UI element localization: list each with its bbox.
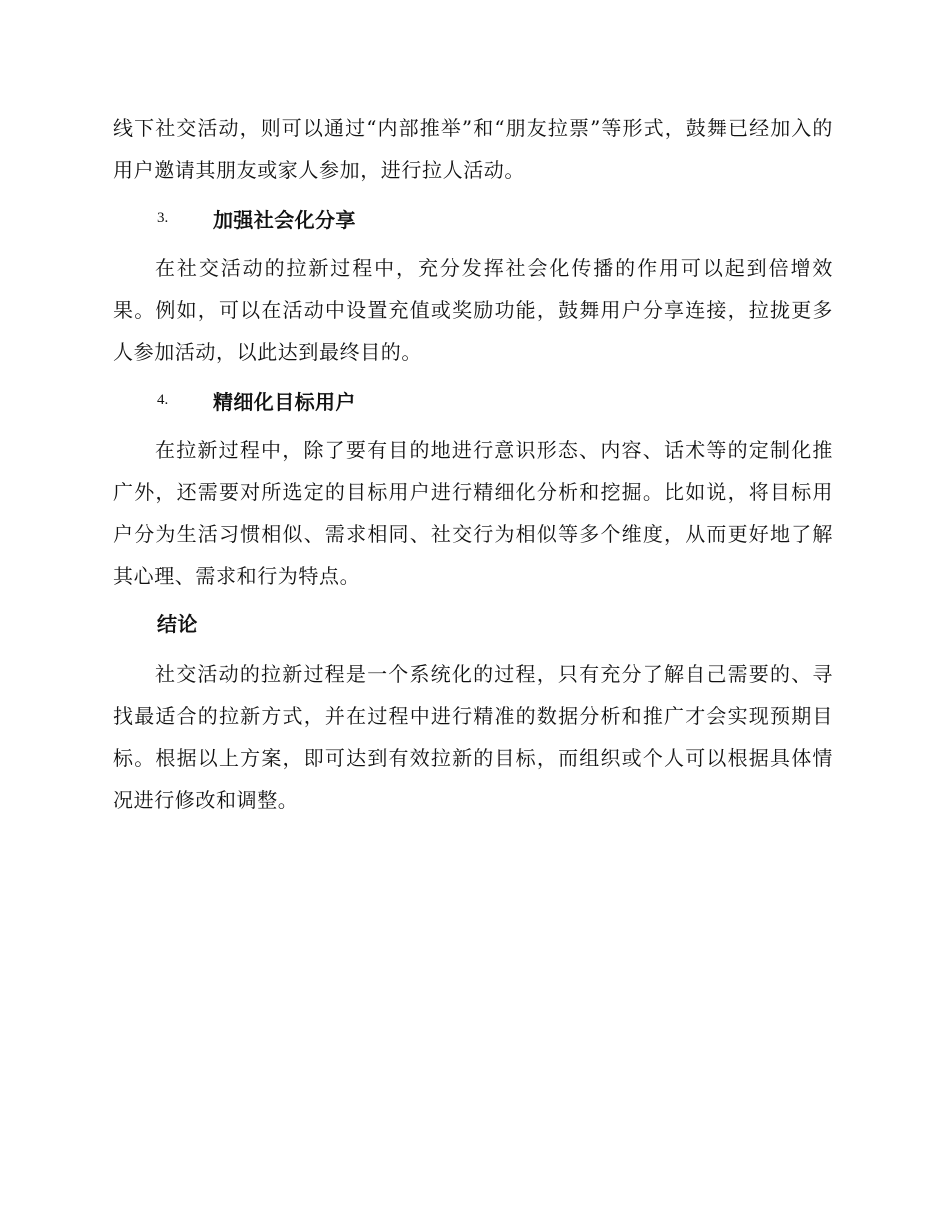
intro-paragraph: 线下社交活动，则可以通过“内部推举”和“朋友拉票”等形式，鼓舞已经加入的用户邀请其朋友或家人参加，进行拉人活动。: [113, 116, 833, 182]
item-heading-text: 精细化目标用户: [213, 389, 356, 414]
document-page: [113, 107, 833, 821]
item-number: 3.: [157, 209, 169, 226]
item-heading-text: 加强社会化分享: [213, 207, 356, 232]
conclusion-title: 结论: [157, 612, 198, 636]
item-body-3: 在社交活动的拉新过程中，充分发挥社会化传播的作用可以起到倍增效果。例如，可以在活动中设置充值或奖励功能，鼓舞用户分享连接，拉拢更多人参加活动，以此达到最终目的。: [113, 256, 833, 364]
item-heading-4: [113, 379, 833, 421]
item-heading-3: [113, 197, 833, 239]
conclusion-body: 社交活动的拉新过程是一个系统化的过程，只有充分了解自己需要的、寻找最适合的拉新方式，并在过程中进行精准的数据分析和推广才会实现预期目标。根据以上方案，即可达到有效拉新的目标，而组织或个人可以根据具体情况进行修改和调整。: [113, 662, 833, 812]
item-number: 4.: [157, 391, 169, 408]
item-body-4: 在拉新过程中，除了要有目的地进行意识形态、内容、话术等的定制化推广外，还需要对所选定的目标用户进行精细化分析和挖掘。比如说，将目标用户分为生活习惯相似、需求相同、社交行为相似等多个维度，从而更好地了解其心理、需求和行为特点。: [113, 438, 833, 588]
